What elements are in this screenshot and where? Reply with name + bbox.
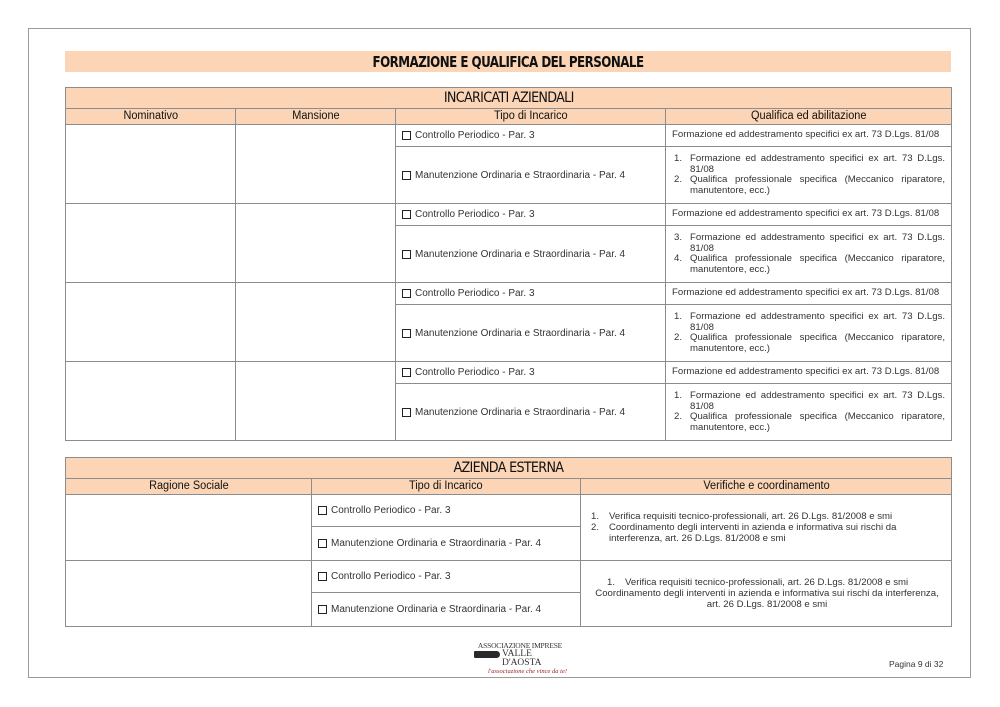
logo-line2-wrap: [472, 650, 568, 668]
list-number: 1.: [591, 511, 600, 522]
col-header-tipo-incarico: [396, 109, 666, 125]
page-number: Pagina 9 di 32: [889, 659, 944, 669]
col-header-label: Nominativo: [123, 110, 178, 122]
list-item: [591, 522, 943, 544]
controllo-periodico-option[interactable]: [396, 125, 666, 147]
col-header-label: Tipo di Incarico: [493, 110, 568, 122]
verifiche-cell: [581, 495, 952, 561]
azienda-esterna-table: [65, 457, 952, 627]
option-label: Manutenzione Ordinaria e Straordinaria - Par. 4: [415, 248, 626, 260]
list-text: Coordinamento degli interventi in azienda e informativa sui rischi da interferenza, art. 26 D.Lgs. 81/2008 e smi: [609, 522, 897, 544]
esterna-title: AZIENDA ESTERNA: [453, 460, 564, 476]
list-text: Formazione ed addestramento specifici ex art. 73 D.Lgs. 81/08: [690, 153, 946, 175]
list-text: Qualifica professionale specifica (Meccanico riparatore, manutentore, ecc.): [690, 253, 946, 275]
col-header-verifiche: [581, 479, 952, 495]
mansione-field[interactable]: [236, 283, 396, 362]
table-row: [66, 283, 952, 305]
verifiche-cell: [581, 561, 952, 627]
option-label: Manutenzione Ordinaria e Straordinaria - Par. 4: [415, 327, 626, 339]
col-header-tipo-incarico: [312, 479, 581, 495]
col-header-label: Ragione Sociale: [148, 480, 229, 492]
col-header-mansione: [236, 109, 396, 125]
verifiche-list: [591, 577, 943, 588]
qualifica-manutenzione: [666, 147, 952, 204]
qualifica-controllo: Formazione ed addestramento specifici ex art. 73 D.Lgs. 81/08: [666, 362, 952, 384]
controllo-periodico-option[interactable]: [396, 204, 666, 226]
list-text: Formazione ed addestramento specifici ex art. 73 D.Lgs. 81/08: [690, 390, 946, 412]
checkbox-icon[interactable]: [402, 171, 411, 180]
checkbox-icon[interactable]: [318, 605, 327, 614]
list-number: 2.: [674, 332, 683, 343]
incaricati-title-cell: [66, 88, 952, 109]
checkbox-icon[interactable]: [402, 289, 411, 298]
option-label: Manutenzione Ordinaria e Straordinaria - Par. 4: [415, 406, 626, 418]
association-logo: [472, 641, 568, 675]
option-label: Controllo Periodico - Par. 3: [331, 505, 451, 516]
qualifica-manutenzione: [666, 226, 952, 283]
col-header-qualifica: [666, 109, 952, 125]
qualifica-controllo: Formazione ed addestramento specifici ex art. 73 D.Lgs. 81/08: [666, 204, 952, 226]
table-row: [66, 204, 952, 226]
controllo-periodico-option[interactable]: [312, 561, 581, 593]
col-header-label: Mansione: [291, 110, 340, 122]
option-label: Controllo Periodico - Par. 3: [415, 288, 535, 299]
list-text: Verifica requisiti tecnico-professionali, art. 26 D.Lgs. 81/2008 e smi: [609, 511, 893, 522]
checkbox-icon[interactable]: [402, 131, 411, 140]
manutenzione-option[interactable]: [396, 226, 666, 283]
checkbox-icon[interactable]: [318, 539, 327, 548]
list-item: [607, 577, 943, 588]
list-text: Formazione ed addestramento specifici ex art. 73 D.Lgs. 81/08: [690, 311, 946, 333]
document-title-bar: [65, 51, 951, 72]
option-label: Controllo Periodico - Par. 3: [415, 209, 535, 220]
option-label: Manutenzione Ordinaria e Straordinaria - Par. 4: [331, 538, 542, 549]
col-header-ragione-sociale: [66, 479, 312, 495]
col-header-label: Verifiche e coordinamento: [702, 480, 830, 492]
table-row: [66, 125, 952, 147]
col-header-label: Qualifica ed abilitazione: [750, 110, 867, 122]
checkbox-icon[interactable]: [402, 329, 411, 338]
manutenzione-option[interactable]: [312, 593, 581, 627]
qualifica-list: [672, 154, 945, 196]
option-label: Controllo Periodico - Par. 3: [331, 571, 451, 582]
qualifica-list: [672, 312, 945, 354]
option-label: Controllo Periodico - Par. 3: [415, 367, 535, 378]
table-row: [66, 362, 952, 384]
list-text: Verifica requisiti tecnico-professionali, art. 26 D.Lgs. 81/2008 e smi: [625, 577, 909, 588]
qualifica-controllo: Formazione ed addestramento specifici ex art. 73 D.Lgs. 81/08: [666, 125, 952, 147]
list-item: [672, 175, 945, 196]
list-text: Qualifica professionale specifica (Meccanico riparatore, manutentore, ecc.): [690, 174, 946, 196]
mansione-field[interactable]: [236, 204, 396, 283]
table-row: [66, 561, 952, 593]
col-header-label: Tipo di Incarico: [409, 480, 483, 492]
table-row: [66, 495, 952, 527]
list-item: [672, 233, 945, 254]
mansione-field[interactable]: [236, 125, 396, 204]
ragione-sociale-field[interactable]: [66, 495, 312, 561]
qualifica-manutenzione: [666, 305, 952, 362]
option-label: Manutenzione Ordinaria e Straordinaria - Par. 4: [331, 604, 542, 615]
qualifica-manutenzione: [666, 384, 952, 441]
list-item: [672, 254, 945, 275]
logo-tagline: l'associazione che vince da te!: [488, 668, 568, 675]
document-title: FORMAZIONE E QUALIFICA DEL PERSONALE: [372, 52, 644, 71]
list-item: [591, 511, 943, 522]
manutenzione-option[interactable]: [396, 384, 666, 441]
manutenzione-option[interactable]: [312, 527, 581, 561]
list-number: 4.: [674, 253, 683, 264]
list-number: 2.: [591, 522, 600, 533]
nominativo-field[interactable]: [66, 283, 236, 362]
handshake-icon: [474, 651, 500, 658]
list-number: 1.: [607, 577, 616, 588]
checkbox-icon[interactable]: [318, 506, 327, 515]
verifiche-list: [591, 511, 943, 544]
verifiche-plain-text: Coordinamento degli interventi in azienda e informativa sui rischi da interferenza, art. 26 D.Lgs. 81/2008 e smi: [595, 588, 939, 610]
option-label: Controllo Periodico - Par. 3: [415, 130, 535, 141]
option-label: Manutenzione Ordinaria e Straordinaria - Par. 4: [415, 169, 626, 181]
list-item: [672, 333, 945, 354]
list-number: 1.: [674, 153, 683, 164]
logo-line2: VALLE D'AOSTA: [502, 649, 542, 668]
controllo-periodico-option[interactable]: [312, 495, 581, 527]
list-number: 2.: [674, 174, 683, 185]
list-item: [672, 312, 945, 333]
controllo-periodico-option[interactable]: [396, 362, 666, 384]
ragione-sociale-field[interactable]: [66, 561, 312, 627]
checkbox-icon[interactable]: [402, 250, 411, 259]
list-text: Qualifica professionale specifica (Meccanico riparatore, manutentore, ecc.): [690, 332, 946, 354]
qualifica-list: [672, 391, 945, 433]
nominativo-field[interactable]: [66, 204, 236, 283]
manutenzione-option[interactable]: [396, 147, 666, 204]
logo-line1: ASSOCIAZIONE IMPRESE: [477, 641, 563, 650]
list-text: Qualifica professionale specifica (Meccanico riparatore, manutentore, ecc.): [690, 411, 946, 433]
checkbox-icon[interactable]: [402, 368, 411, 377]
list-number: 1.: [674, 311, 683, 322]
incaricati-aziendali-table: [65, 87, 952, 441]
list-item: [672, 154, 945, 175]
list-number: 3.: [674, 232, 683, 243]
incaricati-title: INCARICATI AZIENDALI: [443, 90, 574, 106]
nominativo-field[interactable]: [66, 125, 236, 204]
mansione-field[interactable]: [236, 362, 396, 441]
esterna-title-cell: [66, 458, 952, 479]
controllo-periodico-option[interactable]: [396, 283, 666, 305]
qualifica-controllo: Formazione ed addestramento specifici ex art. 73 D.Lgs. 81/08: [666, 283, 952, 305]
col-header-nominativo: [66, 109, 236, 125]
checkbox-icon[interactable]: [402, 408, 411, 417]
list-number: 2.: [674, 411, 683, 422]
checkbox-icon[interactable]: [318, 572, 327, 581]
checkbox-icon[interactable]: [402, 210, 411, 219]
nominativo-field[interactable]: [66, 362, 236, 441]
list-number: 1.: [674, 390, 683, 401]
list-item: [672, 391, 945, 412]
manutenzione-option[interactable]: [396, 305, 666, 362]
list-item: [672, 412, 945, 433]
qualifica-list: [672, 233, 945, 275]
list-text: Formazione ed addestramento specifici ex art. 73 D.Lgs. 81/08: [690, 232, 946, 254]
